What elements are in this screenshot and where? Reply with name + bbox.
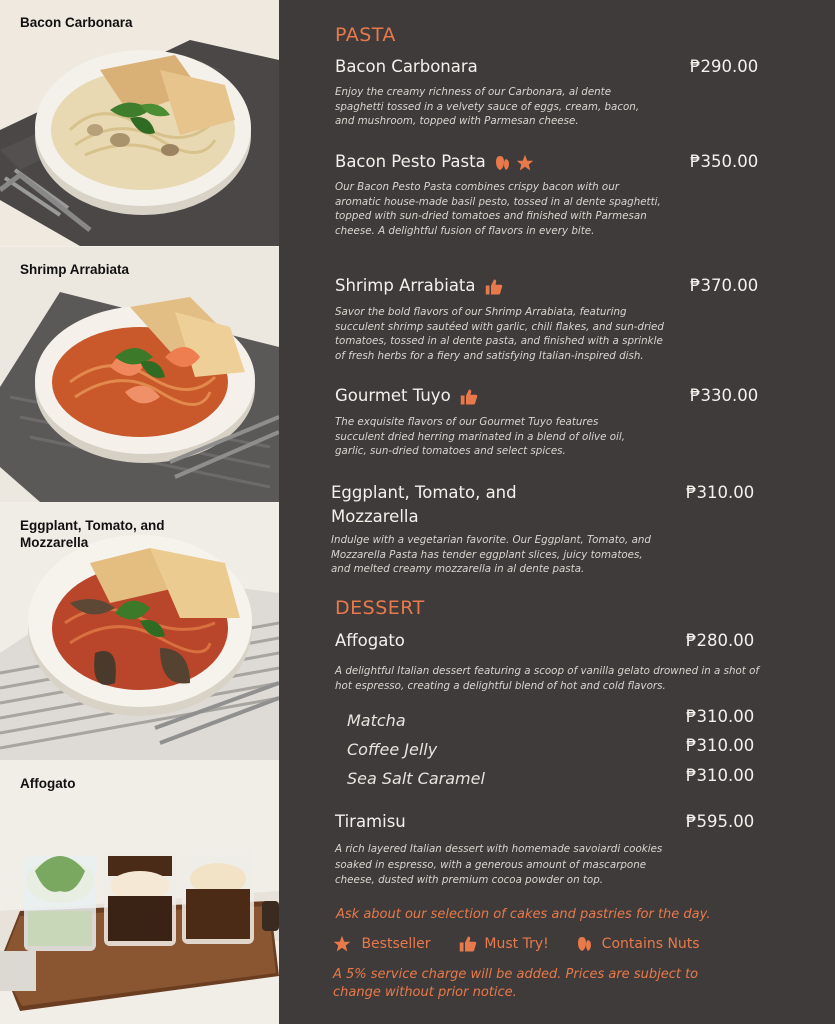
photo-bacon-carbonara bbox=[0, 0, 279, 246]
item-price: ₱330.00 bbox=[690, 386, 759, 405]
item-description: The exquisite flavors of our Gourmet Tuyo features succulent dried herring marinated in a blend of olive oil, garlic, sun-dried tomatoes and select spices. bbox=[335, 416, 626, 458]
item-price: ₱370.00 bbox=[690, 276, 759, 295]
legend-contains-nuts: Contains Nuts bbox=[601, 936, 700, 952]
item-description: Our Bacon Pesto Pasta combines crispy bacon with our aromatic house-made basil pesto, tossed in al dente spaghetti, topped with sun-dried tomatoes and finished with Parmesan cheese. A delightful fusion of flavors in every bite. bbox=[335, 181, 661, 237]
item-name: Affogato bbox=[335, 631, 405, 650]
item-price: ₱280.00 bbox=[686, 631, 755, 650]
item-description: A rich layered Italian dessert with homemade savoiardi cookies soaked in espresso, with a generous amount of mascarpone cheese, dusted with premium cocoa powder on top. bbox=[335, 843, 663, 887]
item-name: Tiramisu bbox=[335, 812, 406, 831]
item-name: Shrimp Arrabiata bbox=[335, 276, 476, 295]
service-charge-line1: A 5% service charge will be added. Prices are subject to bbox=[333, 967, 699, 982]
item-price: ₱290.00 bbox=[690, 57, 759, 76]
item-description: Savor the bold flavors of our Shrimp Arrabiata, featuring succulent shrimp sautéed with garlic, chili flakes, and sun-dried tomatoes, tossed in al dente pasta, and finished with a sprinkle of fresh herbs for a fiery and satisfying Italian-inspired dish. bbox=[335, 306, 664, 362]
shrimp-arrabiata-image bbox=[0, 247, 279, 502]
photo-affogato bbox=[0, 761, 279, 1024]
section-heading-dessert: DESSERT bbox=[335, 597, 425, 619]
affogato-image bbox=[0, 761, 279, 1024]
icon-legend bbox=[333, 935, 700, 953]
variant-name: Coffee Jelly bbox=[347, 740, 438, 759]
item-name-line1: Eggplant, Tomato, and bbox=[331, 483, 517, 502]
bacon-carbonara-image bbox=[0, 0, 279, 246]
variant-price: ₱310.00 bbox=[686, 707, 755, 726]
photo-column bbox=[0, 0, 279, 1024]
menu-panel bbox=[279, 0, 835, 1024]
variant-name: Sea Salt Caramel bbox=[347, 769, 485, 788]
daily-pastries-note: Ask about our selection of cakes and pastries for the day. bbox=[336, 907, 711, 922]
thumbs-up-icon bbox=[460, 388, 478, 406]
legend-must-try: Must Try! bbox=[484, 936, 549, 952]
item-price: ₱595.00 bbox=[686, 812, 755, 831]
item-price: ₱310.00 bbox=[686, 483, 755, 502]
star-icon bbox=[516, 154, 534, 172]
legend-bestseller: Bestseller bbox=[361, 936, 431, 952]
nuts-icon bbox=[577, 935, 593, 953]
section-heading-pasta: PASTA bbox=[335, 24, 396, 46]
photo-caption: Eggplant, Tomato, and Mozzarella bbox=[20, 518, 165, 550]
photo-caption: Shrimp Arrabiata bbox=[20, 262, 130, 277]
item-name: Bacon Carbonara bbox=[335, 57, 478, 76]
item-name: Bacon Pesto Pasta bbox=[335, 152, 486, 171]
item-price: ₱350.00 bbox=[690, 152, 759, 171]
thumbs-up-icon bbox=[459, 935, 477, 953]
service-charge-note bbox=[333, 966, 698, 1002]
thumbs-up-icon bbox=[485, 278, 503, 296]
variant-price: ₱310.00 bbox=[686, 766, 755, 785]
item-description: Enjoy the creamy richness of our Carbonara, al dente spaghetti tossed in a velvety sauce of eggs, cream, bacon, and mushroom, topped with Parmesan cheese. bbox=[335, 86, 640, 128]
item-description: Indulge with a vegetarian favorite. Our Eggplant, Tomato, and Mozzarella Pasta has tender eggplant slices, juicy tomatoes, and melted creamy mozzarella in al dente pasta. bbox=[331, 534, 651, 576]
variant-name: Matcha bbox=[347, 711, 406, 730]
photo-caption: Bacon Carbonara bbox=[20, 15, 133, 30]
photo-eggplant-tomato-mozzarella bbox=[0, 503, 279, 760]
photo-caption: Affogato bbox=[20, 776, 76, 791]
variant-price: ₱310.00 bbox=[686, 736, 755, 755]
star-icon bbox=[333, 935, 351, 953]
item-name: Gourmet Tuyo bbox=[335, 386, 451, 405]
photo-shrimp-arrabiata bbox=[0, 247, 279, 502]
service-charge-line2: change without prior notice. bbox=[333, 985, 517, 1000]
nuts-icon bbox=[495, 154, 511, 172]
item-description: A delightful Italian dessert featuring a scoop of vanilla gelato drowned in a shot of hot espresso, creating a delightful blend of hot and cold flavors. bbox=[335, 665, 760, 692]
item-name-line2: Mozzarella bbox=[331, 507, 419, 526]
